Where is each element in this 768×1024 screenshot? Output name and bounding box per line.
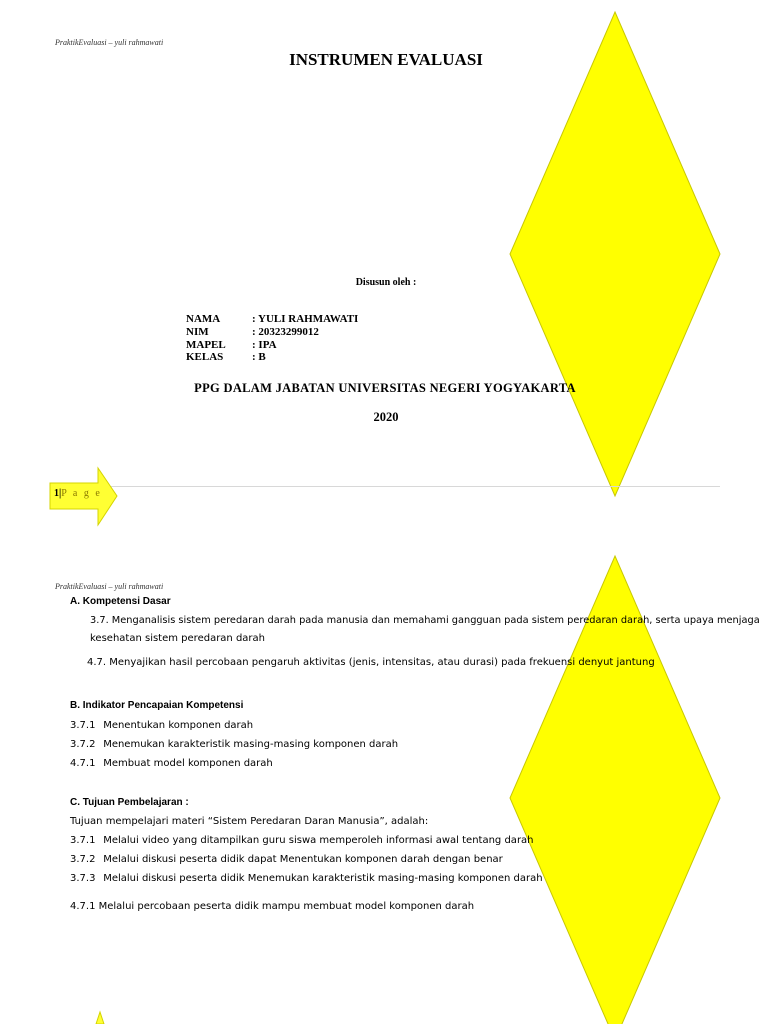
section-heading-b: B. Indikator Pencapaian Kompetensi [70,700,244,711]
section-heading-c: C. Tujuan Pembelajaran : [70,797,189,808]
info-value: : IPA [252,339,277,351]
indicator-text: Menentukan komponen darah [103,720,254,731]
objective-item [70,835,534,846]
info-label: NAMA [186,313,221,325]
indicator-number: 3.7.1 [70,720,96,731]
objective-intro: Tujuan mempelajari materi “Sistem Peredaran Daran Manusia”, adalah: [70,816,429,827]
indicator-item [70,720,253,731]
header-note-page2: PraktikEvaluasi – yuli rahmawati [55,582,164,591]
kd-3-7-line1: 3.7. Menganalisis sistem peredaran darah pada manusia dan memahami gangguan pada sistem peredaran darah, serta upaya menjaga [90,615,760,626]
kd-4-7: 4.7. Menyajikan hasil percobaan pengaruh aktivitas (jenis, intensitas, atau durasi) pada frekuensi denyut jantung [87,657,655,668]
info-label: MAPEL [186,339,226,351]
info-label: NIM [186,326,209,338]
info-value: : YULI RAHMAWATI [252,313,359,325]
objective-text: Melalui diskusi peserta didik dapat Menentukan komponen darah dengan benar [103,854,503,865]
kd-3-7-line2: kesehatan sistem peredaran darah [90,633,265,644]
objective-number: 3.7.2 [70,854,96,865]
indicator-number: 4.7.1 [70,758,96,769]
section-heading-a: A. Kompetensi Dasar [70,596,171,607]
institution-name: PPG DALAM JABATAN UNIVERSITAS NEGERI YOGYAKARTA [194,381,576,395]
objective-item-last: 4.7.1 Melalui percobaan peserta didik mampu membuat model komponen darah [70,901,475,912]
info-value: : 20323299012 [252,326,319,338]
objective-number: 3.7.3 [70,873,96,884]
objective-item [70,873,543,884]
info-value: : B [252,351,266,363]
indicator-text: Membuat model komponen darah [103,758,273,769]
indicator-text: Menemukan karakteristik masing-masing komponen darah [103,739,399,750]
year: 2020 [373,410,399,424]
objective-text: Melalui diskusi peserta didik Menemukan karakteristik masing-masing komponen darah [103,873,543,884]
objective-text: Melalui video yang ditampilkan guru siswa memperoleh informasi awal tentang darah [103,835,534,846]
indicator-item [70,758,273,769]
prepared-by-label: Disusun oleh : [355,277,417,288]
objective-number: 3.7.1 [70,835,96,846]
indicator-item [70,739,398,750]
indicator-number: 3.7.2 [70,739,96,750]
header-note: PraktikEvaluasi – yuli rahmawati [55,38,164,47]
document-title: INSTRUMEN EVALUASI [289,50,483,69]
page-number-label: 1|P a g e [54,488,102,499]
info-label: KELAS [186,351,224,363]
objective-item [70,854,503,865]
page-number: 1 [54,488,59,499]
page-word: P a g e [61,488,102,499]
